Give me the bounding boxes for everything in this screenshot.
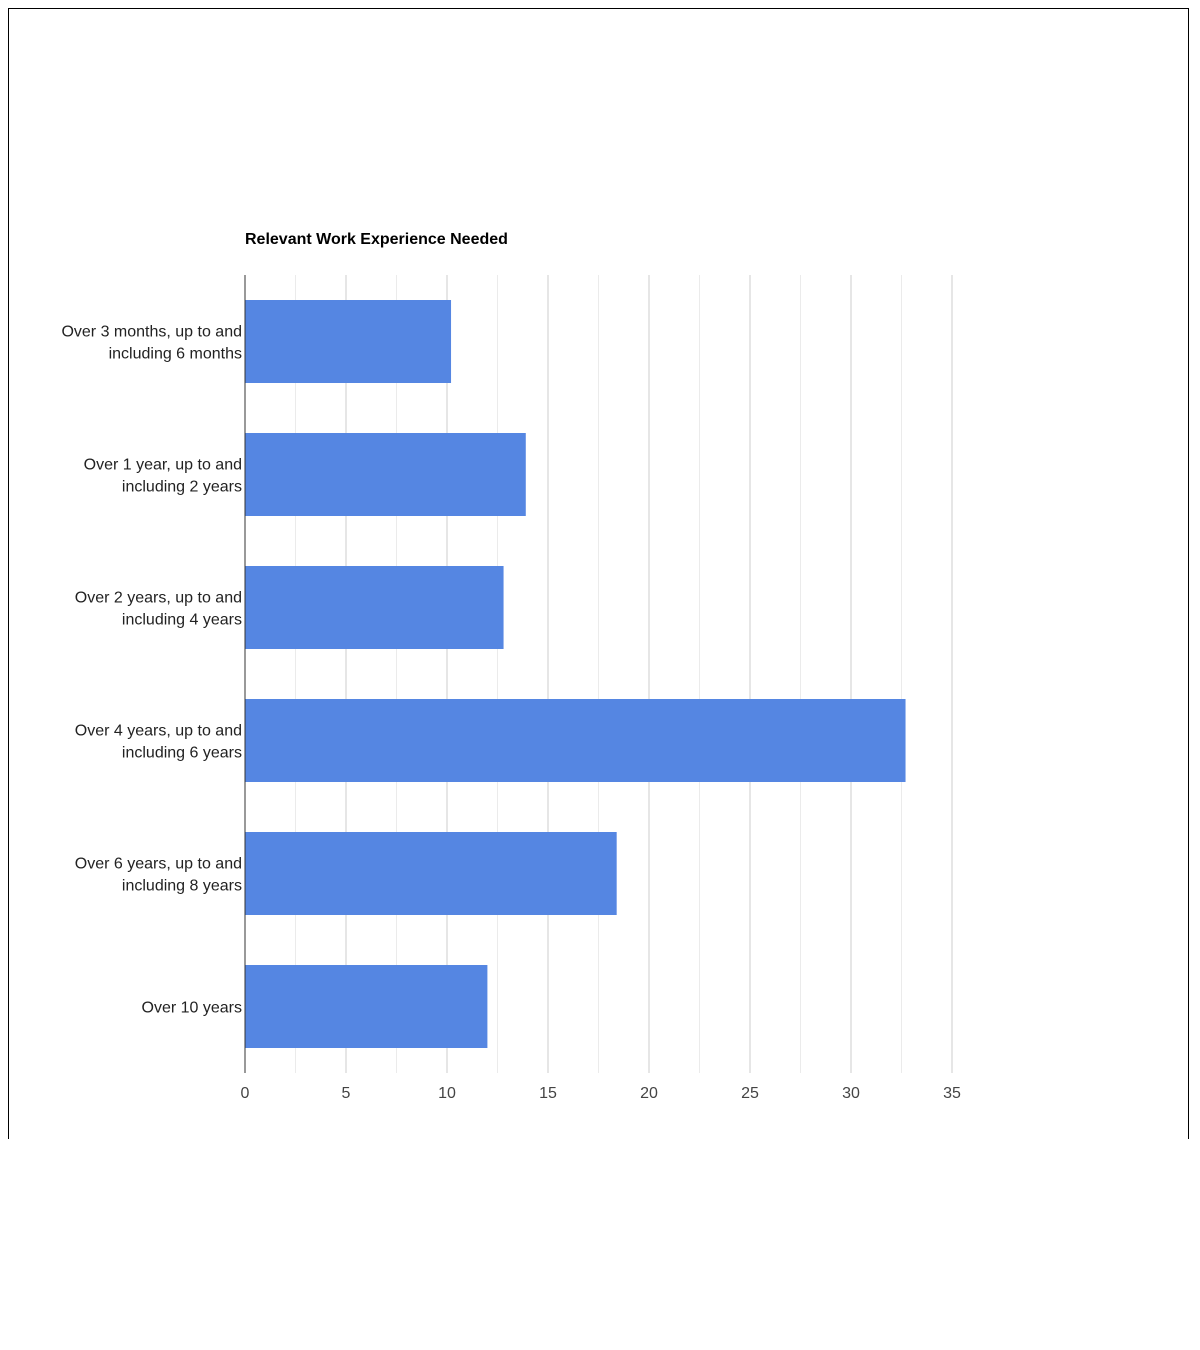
category-label: Over 4 years, up to and <box>74 722 242 740</box>
bars <box>245 300 906 1048</box>
x-tick-label: 30 <box>842 1085 860 1102</box>
bar <box>245 300 451 383</box>
category-labels <box>61 324 242 1017</box>
category-label: Over 6 years, up to and <box>74 855 242 873</box>
x-tick-label: 5 <box>341 1085 351 1102</box>
x-tick-label: 10 <box>438 1085 456 1102</box>
bar <box>245 832 617 915</box>
category-label: including 4 years <box>121 611 242 629</box>
x-tick-label: 25 <box>741 1085 759 1102</box>
category-label: Over 3 months, up to and <box>61 323 242 341</box>
bar <box>245 566 504 649</box>
x-tick-label: 0 <box>240 1085 250 1102</box>
bar <box>245 965 487 1048</box>
x-tick-label: 15 <box>539 1085 557 1102</box>
x-tick-label: 20 <box>640 1085 658 1102</box>
chart-title: Relevant Work Experience Needed <box>245 231 508 248</box>
category-label: including 6 years <box>121 744 242 762</box>
bar <box>245 433 526 516</box>
category-label: including 8 years <box>121 877 242 895</box>
category-label: Over 2 years, up to and <box>74 589 242 607</box>
gridlines <box>296 275 953 1073</box>
category-label: Over 10 years <box>141 999 242 1017</box>
category-label: including 6 months <box>108 345 242 363</box>
x-tick-labels <box>241 1085 961 1102</box>
category-label: Over 1 year, up to and <box>83 456 242 474</box>
x-tick-label: 35 <box>943 1085 961 1102</box>
bar <box>245 699 906 782</box>
category-label: including 2 years <box>121 478 242 496</box>
